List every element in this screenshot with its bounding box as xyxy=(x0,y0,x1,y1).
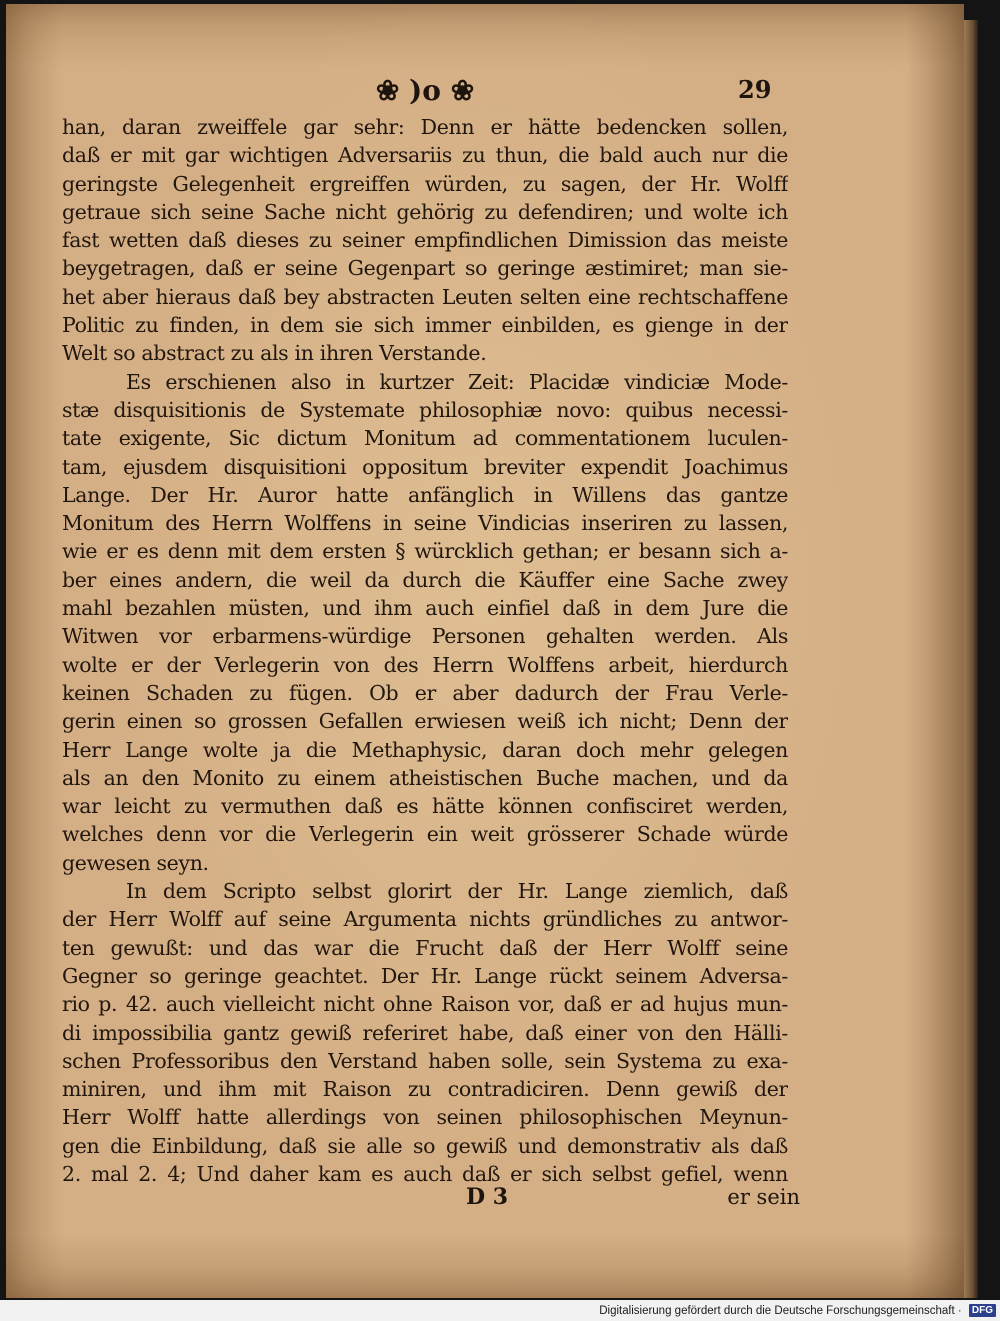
signature-mark: D 3 xyxy=(466,1184,509,1210)
text-line: rio p. 42. auch vielleicht nicht ohne Raison vor, daß er ad hujus mun- xyxy=(62,992,788,1017)
dfg-logo-icon: DFG xyxy=(969,1304,996,1317)
text-line: Herr Wolff hatte allerdings von seinen philosophischen Meynun- xyxy=(62,1105,788,1130)
text-line: tate exigente, Sic dictum Monitum ad commentationem luculen- xyxy=(62,426,788,451)
text-line: der Herr Wolff auf seine Argumenta nichts gründliches zu antwor- xyxy=(62,907,788,932)
text-line: Gegner so geringe geachtet. Der Hr. Lange rückt seinem Adversa- xyxy=(62,963,788,988)
text-line: war leicht zu vermuthen daß es hätte können confisciret werden, xyxy=(62,794,788,819)
text-line: 2. mal 2. 4; Und daher kam es auch daß er sich selbst gefiel, wenn xyxy=(62,1161,788,1186)
text-line: welches denn vor die Verlegerin ein weit grösserer Schade würde xyxy=(62,822,788,847)
text-line: gen die Einbildung, daß sie alle so gewiß und demonstrativ als daß xyxy=(62,1133,788,1158)
body-text xyxy=(62,113,788,1186)
page-edge xyxy=(964,20,978,1298)
credit-text: Digitalisierung gefördert durch die Deutsche Forschungsgemeinschaft · xyxy=(599,1305,962,1317)
text-line: Monitum des Herrn Wolffens in seine Vindicias inseriren zu lassen, xyxy=(62,511,788,536)
text-line: di impossibilia gantz gewiß referiret habe, daß einer von den Hälli- xyxy=(62,1020,788,1045)
text-line: Es erschienen also in kurtzer Zeit: Placidæ vindiciæ Mode- xyxy=(126,369,788,394)
text-line: gerin einen so grossen Gefallen erwiesen weiß ich nicht; Denn der xyxy=(62,709,788,734)
header-ornament: ❀ )o ❀ xyxy=(375,73,475,107)
text-line: tam, ejusdem disquisitioni oppositum breviter expendit Joachimus xyxy=(62,454,788,479)
catchword: er sein xyxy=(727,1185,800,1209)
text-line: Politic zu finden, in dem sie sich immer einbilden, es gienge in der xyxy=(62,313,788,338)
text-line: miniren, und ihm mit Raison zu contradiciren. Denn gewiß der xyxy=(62,1077,788,1102)
page-header xyxy=(0,70,1000,110)
text-line: wie er es denn mit dem ersten § würcklich gethan; er besann sich a- xyxy=(62,539,788,564)
text-line: als an den Monito zu einem atheistischen Buche machen, und da xyxy=(62,765,788,790)
text-line: stæ disquisitionis de Systemate philosophiæ novo: quibus necessi- xyxy=(62,397,788,422)
digitization-credit xyxy=(560,1303,996,1319)
text-line: ber eines andern, die weil da durch die Käuffer eine Sache zwey xyxy=(62,567,788,592)
text-line: gewesen seyn. xyxy=(62,850,209,875)
page-number: 29 xyxy=(738,75,772,104)
text-line: keinen Schaden zu fügen. Ob er aber dadurch der Frau Verle- xyxy=(62,680,788,705)
text-line: Welt so abstract zu als in ihren Verstande. xyxy=(62,341,487,366)
text-line: ten gewußt: und das war die Frucht daß der Herr Wolff seine xyxy=(62,935,788,960)
text-line: daß er mit gar wichtigen Adversariis zu thun, die bald auch nur die xyxy=(62,143,788,168)
text-line: In dem Scripto selbst glorirt der Hr. Lange ziemlich, daß xyxy=(126,879,788,904)
text-line: mahl bezahlen müsten, und ihm auch einfiel daß in dem Jure die xyxy=(62,596,788,621)
text-line: fast wetten daß dieses zu seiner empfindlichen Dimission das meiste xyxy=(62,228,788,253)
text-line: wolte er der Verlegerin von des Herrn Wolffens arbeit, hierdurch xyxy=(62,652,788,677)
text-line: Witwen vor erbarmens-würdige Personen gehalten werden. Als xyxy=(62,624,788,649)
text-line: getraue sich seine Sache nicht gehörig zu defendiren; und wolte ich xyxy=(62,199,788,224)
text-line: het aber hieraus daß bey abstracten Leuten selten eine rechtschaffene xyxy=(62,284,788,309)
text-line: han, daran zweiffele gar sehr: Denn er hätte bedencken sollen, xyxy=(62,115,788,139)
text-line: beygetragen, daß er seine Gegenpart so geringe æstimiret; man sie- xyxy=(62,256,788,281)
text-line: Herr Lange wolte ja die Methaphysic, daran doch mehr gelegen xyxy=(62,737,788,762)
text-line: Lange. Der Hr. Auror hatte anfänglich in Willens das gantze xyxy=(62,482,788,507)
text-line: geringste Gelegenheit ergreiffen würden, zu sagen, der Hr. Wolff xyxy=(62,171,788,196)
text-line: schen Professoribus den Verstand haben solle, sein Systema zu exa- xyxy=(62,1048,788,1073)
